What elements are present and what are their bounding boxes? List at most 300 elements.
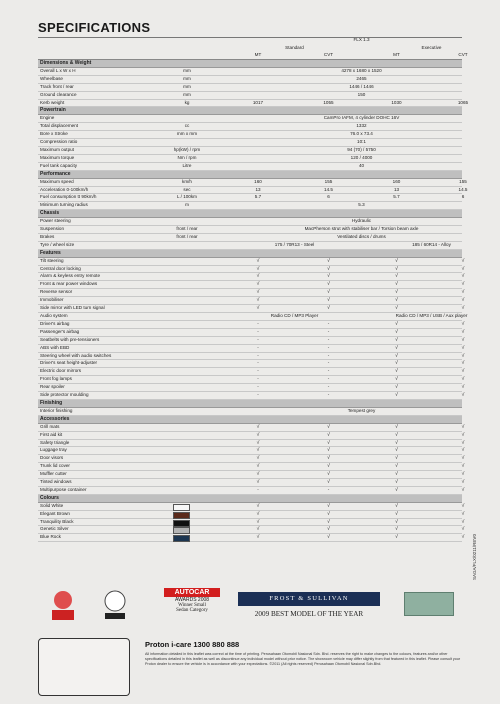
- spec-cell: √: [327, 439, 330, 446]
- section-title: Features: [40, 249, 61, 256]
- spec-label: Passenger's airbag: [40, 328, 80, 334]
- spec-cell: √: [327, 479, 330, 486]
- spec-label: Multipurpose container: [40, 486, 87, 492]
- spec-label: Suspension: [40, 226, 65, 232]
- spec-row: [38, 257, 465, 266]
- spec-unit: L / 100km: [176, 194, 197, 200]
- spec-value: 120 / 4000: [350, 154, 373, 160]
- spec-cell: -: [327, 360, 330, 366]
- spec-row: [38, 115, 462, 123]
- spec-value: Tempest grey: [347, 407, 376, 413]
- spec-cell: -: [327, 352, 330, 358]
- spec-label: Compression ratio: [40, 139, 78, 145]
- spec-cell: -: [257, 392, 259, 398]
- spec-cell: 14.5: [458, 186, 468, 192]
- spec-unit: mm: [183, 91, 191, 97]
- spec-value: 10:1: [357, 139, 366, 145]
- section-header: [38, 171, 462, 179]
- spec-row: [38, 289, 465, 297]
- spec-row: [38, 463, 465, 471]
- spec-cell: √: [395, 510, 398, 517]
- spec-cell: √: [256, 423, 260, 430]
- spec-row: [38, 526, 465, 534]
- spec-row: [38, 163, 462, 171]
- spec-cell: -: [257, 486, 259, 492]
- autocar-winner: Winner Small: [178, 603, 206, 608]
- spec-label: Engine: [40, 115, 55, 121]
- spec-cell: √: [256, 502, 260, 509]
- spec-cell: 14.5: [324, 186, 333, 192]
- spec-row: [38, 99, 469, 108]
- spec-row: [38, 328, 465, 337]
- spec-label: Driver's airbag: [40, 320, 70, 326]
- spec-row: [38, 408, 462, 416]
- spec-row: [38, 423, 465, 432]
- spec-cell: √: [395, 518, 398, 525]
- spec-value-executive: Radio CD / MP3 / USB / Aux player: [395, 313, 468, 318]
- spec-value: 2465: [356, 75, 367, 81]
- spec-cell: -: [257, 360, 259, 366]
- spec-unit: Litre: [182, 162, 192, 168]
- section-title: Chassis: [40, 210, 60, 217]
- section-title: Performance: [40, 170, 71, 177]
- section-title: Finishing: [40, 399, 63, 406]
- spec-table: [38, 37, 469, 542]
- spec-cell: -: [327, 384, 330, 390]
- spec-cell: √: [395, 305, 398, 312]
- spec-value-standard: 175 / 70R13 - Steel: [274, 241, 315, 247]
- spec-cell: √: [461, 273, 465, 280]
- spec-row: [38, 218, 462, 226]
- spec-label: Driver's seat height-adjuster: [40, 360, 98, 366]
- spec-cell: √: [395, 273, 398, 280]
- spec-cell: -: [257, 336, 259, 342]
- spec-row: [38, 368, 465, 376]
- spec-cell: -: [257, 384, 259, 390]
- spec-cell: √: [327, 463, 330, 470]
- best-model-text: 2009 BEST MODEL OF THE YEAR: [254, 610, 364, 618]
- spec-label: Wheelbase: [40, 75, 63, 81]
- spec-cell: √: [461, 534, 465, 541]
- spec-cell: √: [461, 376, 465, 383]
- spec-label: Tranquility Black: [40, 518, 74, 524]
- spec-row: [38, 518, 465, 527]
- spec-cell: √: [395, 368, 398, 375]
- spec-label: Track front / rear: [40, 83, 74, 89]
- spec-unit: cc: [184, 123, 190, 129]
- spec-cell: 5.7: [254, 194, 262, 200]
- spec-unit: mm: [183, 67, 191, 73]
- award-plaque-icon: [404, 592, 454, 616]
- spec-label: Tinted windows: [40, 479, 72, 485]
- spec-unit: mm: [183, 83, 191, 89]
- spec-cell: 160: [392, 178, 401, 184]
- spec-rows: [38, 60, 469, 542]
- spec-label: First aid kit: [40, 431, 63, 437]
- spec-cell: √: [461, 439, 465, 446]
- spec-label: Blue Rock: [40, 534, 61, 540]
- disclaimer-text: All information detailed in this leaflet was correct at the time of printing. Perusahaan Otomobil Nasional Sdn. Bhd. reserves the right to make changes to the colours, features and/or other specifications detailed in this leaflet as well as discontinue any individual model without prior notice. The showroom vehicle may differ slightly from that featured in this leaflet. Please consult your Proton dealer to ensure the vehicle is in accordance with your expectations. ©2011 (All rights reserved) Perusahaan Otomobil Nasional Sdn.Bhd.: [145, 652, 461, 666]
- spec-label: Reverse sensor: [40, 289, 73, 295]
- spec-row: [38, 336, 465, 345]
- spec-cell: √: [327, 289, 330, 296]
- spec-label: Tilt steering: [40, 257, 64, 263]
- spec-row: [38, 471, 465, 479]
- spec-label: Minimum turning radius: [40, 202, 88, 208]
- spec-cell: √: [256, 447, 260, 454]
- spec-cell: √: [395, 534, 398, 541]
- spec-label: Electric door mirrors: [40, 368, 82, 374]
- spec-row: [38, 392, 465, 400]
- spec-cell: √: [395, 297, 398, 304]
- spec-row: [38, 360, 465, 368]
- spec-cell: -: [327, 344, 330, 350]
- spec-unit: mm: [183, 75, 191, 81]
- spec-label: Power steering: [40, 218, 71, 224]
- spec-label: Luggage tray: [40, 447, 67, 453]
- spec-cell: √: [395, 320, 398, 327]
- spec-cell: 13: [255, 186, 261, 192]
- spec-cell: √: [256, 463, 260, 470]
- spec-row: [38, 352, 465, 361]
- spec-row: [38, 139, 462, 147]
- colour-swatch: [173, 535, 190, 542]
- spec-cell: √: [395, 431, 398, 438]
- spec-cell: √: [395, 328, 398, 335]
- spec-cell: √: [327, 297, 330, 304]
- spec-label: Total displacement: [40, 123, 79, 129]
- section-header: [38, 60, 462, 68]
- spec-cell: √: [327, 423, 330, 430]
- spec-label: Solid White: [40, 502, 64, 508]
- spec-cell: -: [327, 368, 330, 374]
- variant-label: MT: [393, 52, 400, 57]
- trim-executive: Executive: [421, 45, 442, 50]
- spec-cell: √: [461, 526, 465, 533]
- spec-cell: √: [256, 289, 260, 296]
- spec-cell: 1055: [323, 99, 334, 105]
- spec-cell: 1030: [391, 99, 402, 105]
- spec-unit: sec: [183, 186, 191, 192]
- spec-cell: √: [256, 510, 260, 517]
- spec-cell: √: [395, 336, 398, 343]
- section-header: [38, 400, 462, 408]
- spec-label: Interior finishing: [40, 407, 73, 413]
- spec-cell: √: [327, 305, 330, 312]
- spec-cell: √: [395, 502, 398, 509]
- spec-cell: 13: [393, 186, 400, 192]
- spec-cell: √: [256, 431, 260, 438]
- spec-unit: km/h: [182, 178, 192, 184]
- spec-cell: √: [461, 463, 465, 470]
- spec-cell: √: [461, 289, 465, 296]
- autocar-year: AWARDS 2008: [174, 597, 210, 603]
- spec-label: Elegant Brown: [40, 510, 70, 516]
- side-code: SAGA/FLX/0211/REV0: [472, 534, 477, 580]
- spec-label: Rear spoiler: [40, 384, 65, 390]
- spec-cell: √: [395, 344, 398, 351]
- spec-cell: √: [395, 289, 398, 296]
- spec-row: [38, 76, 462, 84]
- spec-cell: √: [395, 257, 398, 264]
- spec-row: [38, 265, 465, 274]
- spec-cell: √: [395, 526, 398, 533]
- spec-label: Safety triangle: [40, 439, 70, 445]
- spec-cell: √: [461, 328, 465, 335]
- spec-value-standard: Radio CD / MP3 Player: [270, 313, 319, 318]
- spec-cell: √: [395, 447, 398, 454]
- spec-row: [38, 131, 462, 139]
- spec-cell: √: [461, 455, 465, 462]
- spec-cell: √: [461, 336, 465, 343]
- spec-cell: -: [257, 320, 259, 326]
- spec-value: CamPro IAFM, 4 cylinder DOHC 16V: [323, 115, 400, 121]
- spec-row: [38, 305, 465, 313]
- spec-label: Grill mats: [40, 423, 60, 429]
- spec-cell: √: [395, 392, 398, 399]
- spec-cell: √: [256, 297, 260, 304]
- spec-cell: √: [461, 305, 465, 312]
- spec-label: Maximum output: [40, 146, 74, 152]
- spec-cell: √: [256, 273, 260, 280]
- spec-row: [38, 376, 465, 384]
- spec-cell: √: [256, 518, 260, 525]
- section-header: [38, 250, 462, 258]
- spec-cell: √: [395, 479, 398, 486]
- spec-cell: √: [461, 257, 465, 264]
- spec-cell: √: [256, 305, 260, 312]
- spec-label: Overall L x W x H: [40, 67, 76, 73]
- spec-label: Bore x Stroke: [40, 131, 68, 137]
- spec-cell: √: [461, 297, 465, 304]
- spec-cell: √: [461, 392, 465, 399]
- spec-cell: √: [461, 423, 465, 430]
- spec-value: 5.3: [358, 202, 365, 208]
- spec-value: 40: [358, 162, 365, 168]
- spec-label: Side mirror with LED turn signal: [40, 305, 105, 311]
- autocar-award: [164, 588, 220, 622]
- spec-cell: √: [461, 447, 465, 454]
- spec-label: Fuel tank capacity: [40, 162, 78, 168]
- spec-cell: √: [461, 352, 465, 359]
- spec-cell: √: [327, 526, 330, 533]
- spec-cell: -: [257, 344, 259, 350]
- spec-unit: m: [185, 202, 189, 208]
- spec-cell: 5.7: [393, 194, 400, 200]
- award-badge-icon: [100, 588, 130, 622]
- spec-value: MacPherson strut with stabiliser bar / Torsion beam axle: [304, 226, 419, 232]
- spec-row: [38, 344, 465, 353]
- spec-unit: hp(kW) / rpm: [173, 146, 201, 152]
- spec-cell: √: [327, 431, 330, 438]
- spec-row: [38, 147, 462, 155]
- spec-label: ABS with EBD: [40, 344, 70, 350]
- spec-cell: -: [327, 376, 330, 382]
- spec-cell: √: [256, 455, 260, 462]
- spec-cell: -: [327, 320, 330, 326]
- spec-cell: √: [395, 423, 398, 430]
- spec-label: Alarm & keyless entry remote: [40, 273, 100, 279]
- spec-cell: √: [327, 447, 330, 454]
- spec-cell: √: [461, 384, 465, 391]
- spec-cell: -: [257, 328, 259, 334]
- frost-sullivan-logo: FROST & SULLIVAN: [238, 592, 380, 606]
- spec-cell: √: [461, 518, 465, 525]
- spec-row: [38, 297, 465, 305]
- spec-row: [38, 68, 462, 76]
- section-header: [38, 495, 462, 503]
- spec-cell: √: [395, 471, 398, 478]
- spec-cell: √: [461, 502, 465, 509]
- spec-row: [38, 84, 462, 92]
- spec-value-executive: 185 / 60R14 - Alloy: [412, 241, 451, 247]
- spec-cell: 155: [459, 178, 467, 184]
- spec-label: Central door locking: [40, 265, 81, 271]
- spec-unit: Nm / rpm: [177, 154, 197, 160]
- section-header: [38, 210, 462, 218]
- spec-row: [38, 123, 462, 131]
- spec-cell: 1065: [457, 99, 469, 105]
- section-header: [38, 416, 462, 424]
- spec-cell: √: [256, 439, 260, 446]
- section-header: [38, 107, 462, 115]
- spec-label: Brakes: [40, 233, 55, 239]
- spec-value: 94 (70) / 5750: [347, 146, 376, 152]
- spec-label: Acceleration 0-100km/h: [40, 186, 89, 192]
- spec-label: Ground clearance: [40, 91, 77, 97]
- spec-cell: √: [327, 257, 330, 264]
- spec-cell: √: [395, 439, 398, 446]
- spec-cell: √: [395, 384, 398, 391]
- section-title: Powertrain: [40, 107, 66, 114]
- spec-row: [38, 502, 465, 511]
- spec-cell: √: [461, 431, 465, 438]
- spec-row: [38, 226, 462, 234]
- spec-cell: 6: [327, 194, 330, 200]
- section-title: Dimensions & Weight: [40, 60, 92, 66]
- spec-row: [38, 186, 468, 195]
- spec-row: [38, 479, 465, 487]
- spec-cell: √: [461, 360, 465, 367]
- spec-cell: √: [461, 510, 465, 517]
- spec-row: [38, 384, 465, 392]
- spec-cell: √: [395, 463, 398, 470]
- spec-cell: √: [395, 455, 398, 462]
- spec-cell: √: [461, 479, 465, 486]
- spec-cell: √: [395, 376, 398, 383]
- spec-cell: √: [461, 281, 465, 288]
- autocar-logo: AUTOCAR: [164, 588, 220, 597]
- spec-label: Maximum speed: [40, 178, 74, 184]
- spec-cell: 1017: [252, 99, 264, 105]
- spec-value: 1332: [356, 123, 367, 129]
- spec-label: Fuel consumption tt 90km/h: [40, 194, 97, 200]
- spec-row: [38, 273, 465, 281]
- spec-label: Seatbelts with pre-tensioners: [40, 336, 100, 342]
- spec-label: Audio system: [40, 313, 68, 318]
- spec-value: 76.0 x 73.4: [350, 131, 373, 137]
- spec-row: [38, 320, 465, 329]
- spec-row: [38, 178, 467, 187]
- spec-cell: √: [395, 486, 398, 493]
- spec-label: Front & rear power windows: [40, 281, 98, 287]
- spec-cell: -: [327, 486, 330, 492]
- spec-cell: √: [256, 534, 260, 541]
- spec-cell: √: [256, 471, 260, 478]
- spec-row: [38, 431, 465, 440]
- spec-cell: -: [257, 368, 259, 374]
- spec-cell: √: [461, 320, 465, 327]
- spec-label: Kerb weight: [40, 99, 65, 105]
- spec-unit: kg: [184, 99, 190, 105]
- spec-label: Tyre / wheel size: [40, 241, 75, 247]
- spec-cell: 6: [461, 194, 465, 200]
- spec-label: Maximum torque: [40, 154, 75, 160]
- spec-cell: -: [257, 352, 259, 358]
- autocar-category: Sedan Category: [176, 608, 208, 613]
- spec-row: [38, 234, 462, 242]
- model-name: FLX 1.3: [353, 37, 370, 42]
- spec-cell: √: [327, 534, 330, 541]
- spec-cell: √: [256, 526, 260, 533]
- spec-cell: √: [256, 479, 260, 486]
- spec-cell: -: [327, 392, 330, 398]
- page-title: SPECIFICATIONS: [38, 20, 151, 35]
- spec-row: [38, 510, 465, 519]
- spec-label: Steering wheel with audio switches: [40, 352, 112, 358]
- dealer-stamp-box: [38, 638, 130, 696]
- award-seal-icon: [48, 588, 78, 622]
- spec-cell: √: [256, 257, 260, 264]
- spec-row: [38, 447, 465, 455]
- spec-row: [38, 486, 465, 495]
- spec-cell: √: [327, 502, 330, 509]
- spec-row: [38, 534, 465, 542]
- section-title: Colours: [40, 494, 59, 501]
- awards-strip: [38, 586, 462, 626]
- spec-cell: -: [327, 336, 330, 342]
- spec-cell: √: [461, 265, 465, 272]
- spec-label: Immobiliser: [40, 297, 64, 303]
- spec-row: [38, 439, 465, 448]
- spec-cell: √: [256, 281, 260, 288]
- spec-cell: √: [327, 471, 330, 478]
- spec-cell: -: [327, 328, 330, 334]
- spec-label: Front fog lamps: [40, 376, 72, 382]
- spec-cell: -: [257, 376, 259, 382]
- spec-cell: √: [395, 281, 398, 288]
- trim-standard: Standard: [285, 45, 304, 50]
- spec-cell: √: [395, 360, 398, 367]
- model-header-row: [38, 37, 462, 45]
- spec-row: [38, 194, 465, 202]
- spec-value: 1446 / 1446: [349, 83, 374, 89]
- icare-hotline: Proton i-care 1300 880 888: [145, 640, 240, 649]
- spec-row: [38, 155, 462, 163]
- spec-value: 4278 x 1680 x 1520: [341, 67, 382, 73]
- spec-value: Ventilated discs / drums: [337, 233, 386, 239]
- spec-cell: √: [461, 344, 465, 351]
- spec-cell: √: [461, 471, 465, 478]
- spec-cell: 155: [324, 178, 333, 184]
- spec-cell: √: [327, 281, 330, 288]
- section-title: Accessories: [40, 415, 70, 422]
- spec-row: [38, 281, 465, 289]
- spec-row: [38, 242, 462, 250]
- variant-header-row: [38, 52, 468, 60]
- spec-cell: √: [395, 265, 398, 272]
- spec-row: [38, 92, 462, 100]
